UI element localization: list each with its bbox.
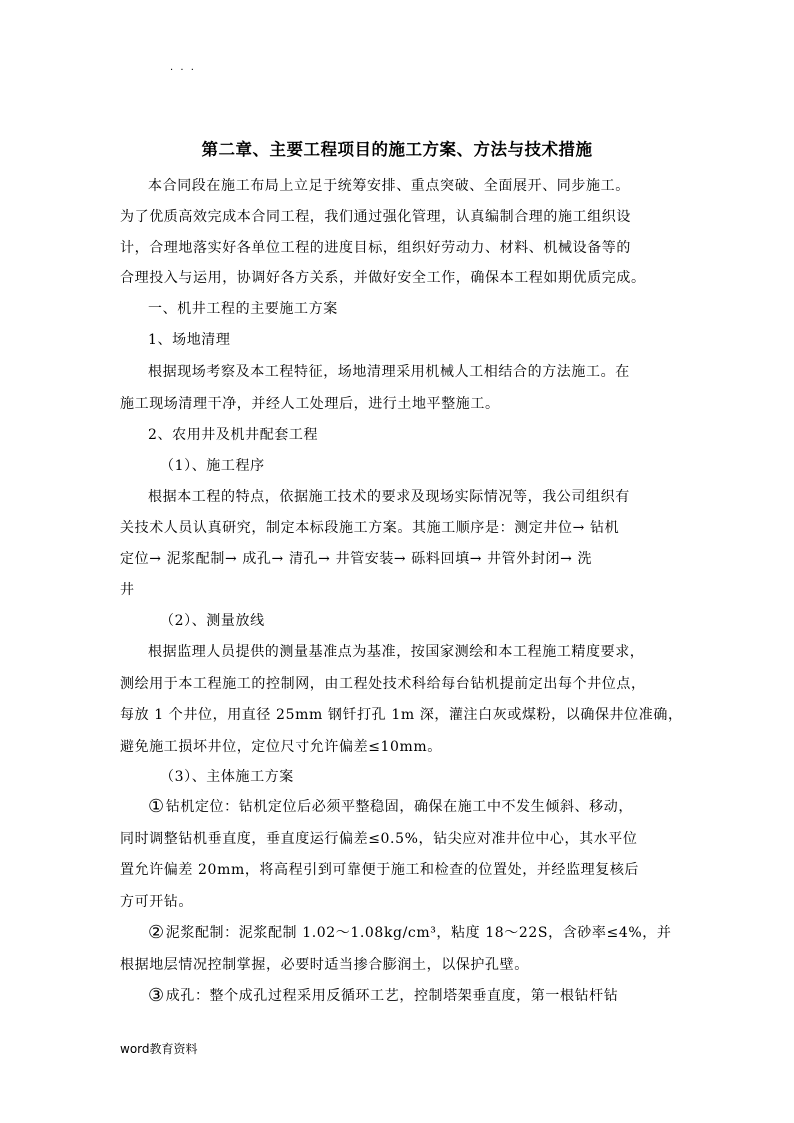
footer-text: word教育资料	[120, 1042, 198, 1056]
body-line: 根据现场考察及本工程特征，场地清理采用机械人工相结合的方法施工。在	[148, 364, 630, 380]
intro-line: 计，合理地落实好各单位工程的进度目标，组织好劳动力、材料、机械设备等的	[120, 240, 631, 256]
body-line: 根据地层情况控制掌握，必要时适当掺合膨润土，以保护孔壁。	[120, 957, 529, 973]
body-line: 测绘用于本工程施工的控制网，由工程处技术科给每台钻机提前定出每个井位点，	[120, 676, 646, 692]
body-line: 置允许偏差 20mm，将高程引到可靠便于施工和检查的位置处，并经监理复核后	[120, 862, 640, 878]
paragraph-heading: （2）、测量放线	[160, 613, 265, 629]
body-line: 定位→ 泥浆配制→ 成孔→ 清孔→ 井管安装→ 砾料回填→ 井管外封闭→ 洗	[120, 551, 593, 567]
paragraph-heading: （1）、施工程序	[160, 458, 265, 474]
page-title: 第二章、主要工程项目的施工方案、方法与技术措施	[201, 140, 593, 159]
body-line: 同时调整钻机垂直度，垂直度运行偏差≤0.5%，钻尖应对准井位中心，其水平位	[120, 831, 638, 847]
list-item	[148, 986, 708, 1006]
body-line: 施工现场清理干净，并经人工处理后，进行土地平整施工。	[120, 396, 500, 412]
section-heading: 一、机井工程的主要施工方案	[148, 301, 338, 317]
list-item	[148, 797, 708, 817]
circled-number-3: ③	[148, 985, 165, 1006]
intro-line: 本合同段在施工布局上立足于统筹安排、重点突破、全面展开、同步施工。	[148, 178, 630, 194]
body-line: 关技术人员认真研究，制定本标段施工方案。其施工顺序是：测定井位→ 钻机	[120, 520, 620, 536]
circled-number-1: ①	[148, 796, 165, 817]
header-dots: . . .	[170, 62, 196, 73]
subsection-heading: 2、农用井及机井配套工程	[148, 427, 319, 443]
paragraph-heading: （3）、主体施工方案	[160, 769, 294, 785]
body-line: 根据监理人员提供的测量基准点为基准，按国家测绘和本工程施工精度要求，	[148, 644, 645, 660]
body-line: 根据本工程的特点，依据施工技术的要求及现场实际情况等，我公司组织有	[148, 489, 630, 505]
list-item	[148, 923, 708, 943]
body-line: 方可开钻。	[120, 894, 193, 910]
body-line: 避免施工损坏井位，定位尺寸允许偏差≤10mm。	[120, 739, 442, 755]
body-line: 每放 1 个井位，用直径 25mm 钢钎打孔 1m 深，灌注白灰或煤粉，以确保井位准确，	[120, 707, 683, 723]
list-item-text: 钻机定位：钻机定位后必须平整稳固，确保在施工中不发生倾斜、移动，	[165, 799, 633, 815]
subsection-heading: 1、场地清理	[148, 332, 231, 348]
list-item-text: 泥浆配制：泥浆配制 1.02～1.08kg/cm³，粘度 18～22S，含砂率≤4%，并	[165, 925, 672, 941]
intro-line: 为了优质高效完成本合同工程，我们通过强化管理，认真编制合理的施工组织设	[120, 209, 631, 225]
circled-number-2: ②	[148, 922, 165, 943]
list-item-text: 成孔：整个成孔过程采用反循环工艺，控制塔架垂直度，第一根钻杆钻	[165, 988, 619, 1004]
body-line: 井	[120, 582, 135, 598]
intro-line: 合理投入与运用，协调好各方关系，并做好安全工作，确保本工程如期优质完成。	[120, 270, 646, 286]
